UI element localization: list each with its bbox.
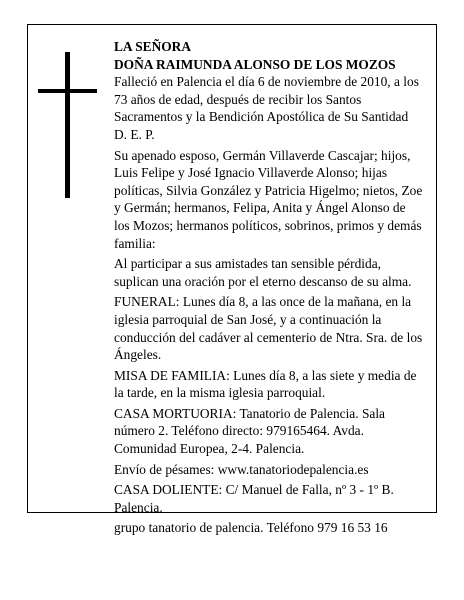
funeral-group-phone: grupo tanatorio de palencia. Teléfono 979 16 53 16 [114,520,388,536]
funeral-details: FUNERAL: Lunes día 8, a las once de la mañana, en la iglesia parroquial de San José, y a continuación la conducción del cadáver al cementerio de Ntra. Sra. de los Ángeles. [114,294,423,363]
condolences-website: Envío de pésames: www.tanatoriodepalencia.es [114,461,369,477]
cross-horizontal-bar [38,89,97,93]
obituary-title: LA SEÑORA [114,39,192,54]
cross-vertical-bar [65,52,70,198]
latin-cross-icon [38,52,97,198]
death-announcement: Falleció en Palencia el día 6 de noviembre de 2010, a los 73 años de edad, después de recibir los Santos Sacramentos y la Bendición Apostólica de Su Santidad D. E. P. [114,74,419,142]
family-list: Su apenado esposo, Germán Villaverde Cascajar; hijos, Luis Felipe y José Ignacio Villaverde Alonso; hijas políticas, Silvia González y Patricia Higelmo; nietos, Zoe y Germán; hermanos, Felipa, Anita y Ángel Alonso de los Mozos; hermanos políticos, sobrinos, primos y demás familia: [114,147,423,251]
funeral-home-details: CASA MORTUORIA: Tanatorio de Palencia. Sala número 2. Teléfono directo: 979165464. Avda. Comunidad Europea, 2-4. Palencia. [114,405,385,457]
obituary-text [114,38,424,540]
deceased-name: DOÑA RAIMUNDA ALONSO DE LOS MOZOS [114,56,396,72]
family-mass-details: MISA DE FAMILIA: Lunes día 8, a las siete y media de la tarde, en la misma iglesia parroquial. [114,367,417,401]
prayer-request: Al participar a sus amistades tan sensible pérdida, suplican una oración por el eterno descanso de su alma. [114,256,412,289]
family-home-address: CASA DOLIENTE: C/ Manuel de Falla, nº 3 - 1º B. Palencia. [114,482,394,515]
